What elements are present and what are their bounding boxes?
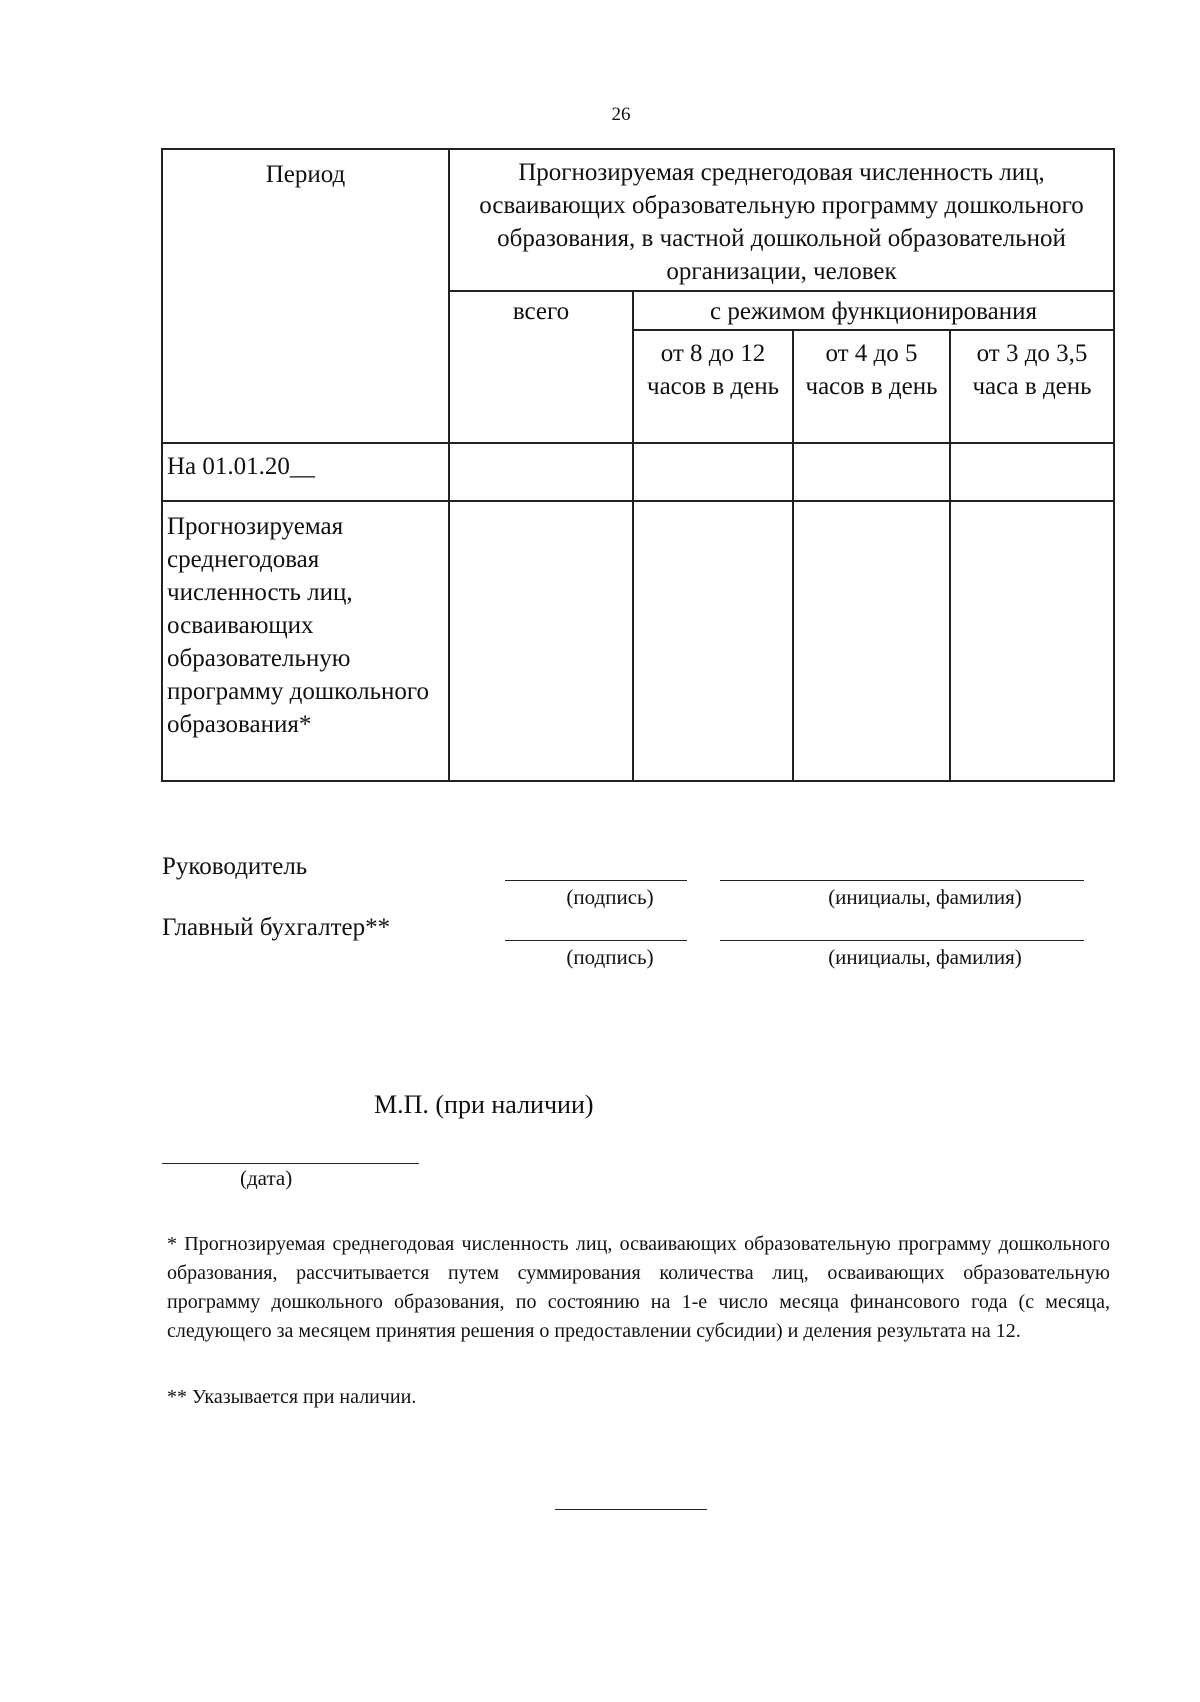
page-number: 26 <box>611 104 631 125</box>
cell-mode-8-12 <box>633 501 793 781</box>
accountant-name-line <box>720 940 1084 941</box>
header-period <box>162 149 449 443</box>
cell-mode-3-3-5 <box>950 443 1114 501</box>
header-mode-3-3-5: от 3 до 3,5 часа в день <box>950 330 1114 443</box>
row-forecast-label: Прогнозируемая среднегодовая численность лиц, осваивающих образовательную программу дошкольного образования* <box>162 501 449 781</box>
cell-mode-8-12 <box>633 443 793 501</box>
cell-total <box>449 443 633 501</box>
header-mode-8-12: от 8 до 12 часов в день <box>633 330 793 443</box>
header-period-label: Период <box>265 161 346 188</box>
header-main-title: Прогнозируемая среднегодовая численность лиц, осваивающих образовательную программу дошкольного образования, в частной дошкольной образовательной организации, человек <box>449 149 1114 291</box>
date-line <box>162 1163 419 1164</box>
header-mode-title: с режимом функционирования <box>633 291 1114 330</box>
stamp-placeholder: М.П. (при наличии) <box>374 1090 594 1119</box>
cell-total <box>449 501 633 781</box>
header-mode-4-5: от 4 до 5 часов в день <box>793 330 950 443</box>
cell-mode-3-3-5 <box>950 501 1114 781</box>
accountant-signature-caption: (подпись) <box>566 945 654 969</box>
director-signature-caption: (подпись) <box>566 885 654 909</box>
director-name-caption: (инициалы, фамилия) <box>828 885 1022 909</box>
cell-mode-4-5 <box>793 501 950 781</box>
accountant-signature-line <box>505 940 687 941</box>
footnote-1: * Прогнозируемая среднегодовая численность лиц, осваивающих образовательную программу дошкольного образования, рассчитывается путем суммирования количества лиц, осваивающих образовательную программу дошкольного образования, по состоянию на 1-е число месяца финансового года (с месяца, следующего за месяцем принятия решения о предоставлении субсидии) и деления результата на 12. <box>167 1233 1110 1342</box>
date-caption: (дата) <box>240 1166 293 1190</box>
director-name-line <box>720 880 1084 881</box>
director-signature-line <box>505 880 687 881</box>
header-total: всего <box>449 291 633 443</box>
footnote-2: ** Указывается при наличии. <box>167 1386 417 1408</box>
cell-mode-4-5 <box>793 443 950 501</box>
end-separator-line <box>555 1509 707 1510</box>
director-label: Руководитель <box>162 853 308 880</box>
forecast-table <box>161 148 1115 782</box>
accountant-label: Главный бухгалтер** <box>162 914 391 941</box>
accountant-name-caption: (инициалы, фамилия) <box>828 945 1022 969</box>
row-period-label: На 01.01.20__ <box>162 443 449 501</box>
